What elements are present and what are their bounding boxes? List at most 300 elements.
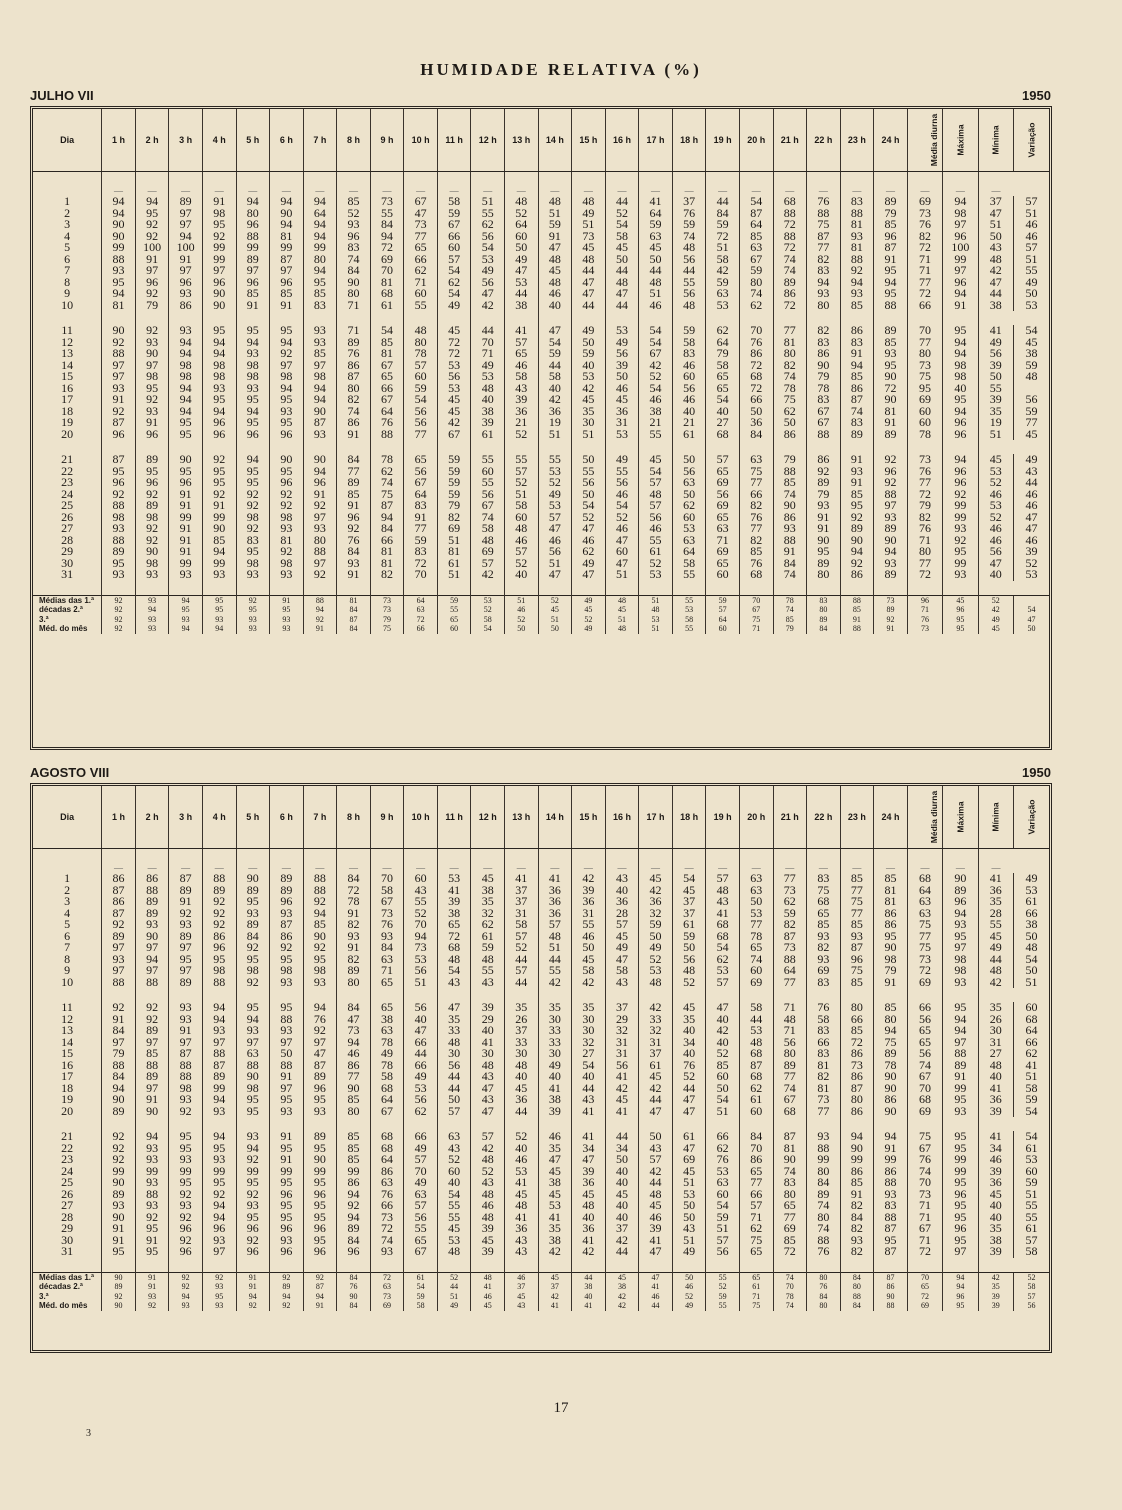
value-cell: 58 <box>739 1002 773 1014</box>
spacer-cell <box>773 849 807 864</box>
value-cell: 97 <box>135 360 169 372</box>
value-cell: 47 <box>404 1025 438 1037</box>
value-cell: 97 <box>236 1037 270 1049</box>
value-cell: 36 <box>505 1223 539 1235</box>
spacer-cell <box>33 581 102 596</box>
value-cell: 75 <box>773 394 807 406</box>
value-cell: 99 <box>202 558 236 570</box>
value-cell: 60 <box>404 288 438 300</box>
spacer-cell <box>270 440 304 454</box>
day-cell: 29 <box>61 1223 74 1235</box>
value-cell: 59 <box>639 219 673 231</box>
value-cell: 84 <box>337 265 371 277</box>
value-cell: 46 <box>605 489 639 501</box>
spacer-cell <box>840 849 874 864</box>
value-cell: 44 <box>572 300 606 312</box>
table-row <box>33 1083 1049 1095</box>
value-cell: 80 <box>773 1048 807 1060</box>
column-header-label: Mínima <box>990 125 1001 155</box>
summary-cell: 75 <box>739 615 773 625</box>
value-cell: 73 <box>773 885 807 897</box>
value-cell: 70 <box>404 919 438 931</box>
value-cell: 56 <box>471 277 505 289</box>
table-row <box>33 454 1049 466</box>
value-cell: 77 <box>739 477 773 489</box>
value-cell: 39 <box>572 1166 606 1178</box>
value-cell: 40 <box>404 1014 438 1026</box>
value-cell: 94 <box>236 337 270 349</box>
spacer-cell <box>739 581 773 596</box>
spacer-cell <box>739 311 773 325</box>
value-cell: 77 <box>739 919 773 931</box>
value-cell: 45 <box>572 954 606 966</box>
value-cell: 53 <box>437 360 471 372</box>
spacer-cell <box>672 1258 706 1273</box>
spacer-cell <box>337 440 371 454</box>
value-cell: 43 <box>471 1177 505 1189</box>
value-cell: 65 <box>706 512 740 524</box>
value-cell: 82 <box>337 394 371 406</box>
value-cell: 96 <box>169 477 203 489</box>
value-cell: 91 <box>840 454 874 466</box>
value-cell: 91 <box>135 1235 169 1247</box>
column-header: 4 h <box>202 109 236 172</box>
day-cell: 10 <box>61 299 74 311</box>
summary-cell: 45 <box>471 1301 505 1311</box>
spacer-cell <box>907 988 942 1002</box>
value-cell: 95 <box>303 1177 337 1189</box>
value-cell: 71 <box>907 265 942 277</box>
value-cell: 90 <box>874 394 908 406</box>
spacer-cell <box>505 440 539 454</box>
value-cell: 54 <box>1013 954 1049 966</box>
value-cell: 75 <box>840 896 874 908</box>
value-cell: 46 <box>1013 489 1049 501</box>
value-cell: 89 <box>337 1223 371 1235</box>
summary-cell: 80 <box>807 1272 841 1282</box>
value-cell: 40 <box>978 1071 1013 1083</box>
value-cell: 82 <box>840 1246 874 1258</box>
day-cell: 9 <box>64 965 71 977</box>
value-cell: 69 <box>907 394 942 406</box>
value-cell: 56 <box>672 466 706 478</box>
value-cell: 93 <box>236 908 270 920</box>
value-cell: 51 <box>672 1177 706 1189</box>
summary-cell: 53 <box>639 615 673 625</box>
value-cell: 95 <box>236 954 270 966</box>
value-cell: 56 <box>907 1048 942 1060</box>
value-cell: 76 <box>303 1014 337 1026</box>
value-cell: 38 <box>1013 919 1049 931</box>
value-cell: 41 <box>538 1083 572 1095</box>
value-cell: 32 <box>605 1025 639 1037</box>
summary-cell: 93 <box>202 1282 236 1292</box>
dash-cell: — <box>807 863 841 873</box>
value-cell: 82 <box>337 954 371 966</box>
value-cell: 90 <box>135 931 169 943</box>
value-cell: 94 <box>874 277 908 289</box>
value-cell: 90 <box>840 1143 874 1155</box>
value-cell: 68 <box>807 896 841 908</box>
value-cell: 38 <box>538 1094 572 1106</box>
value-cell: 44 <box>505 954 539 966</box>
value-cell: 52 <box>538 477 572 489</box>
value-cell: 49 <box>672 1246 706 1258</box>
value-cell: 79 <box>874 208 908 220</box>
summary-cell: 92 <box>102 615 136 625</box>
day-cell: 25 <box>61 500 74 512</box>
decade-gap <box>33 311 1049 325</box>
value-cell: 34 <box>572 1143 606 1155</box>
value-cell: 95 <box>236 1002 270 1014</box>
table-row <box>33 1235 1049 1247</box>
value-cell: 62 <box>739 300 773 312</box>
day-cell: 31 <box>61 1246 74 1258</box>
value-cell: 89 <box>303 1131 337 1143</box>
value-cell: 82 <box>337 919 371 931</box>
value-cell: 47 <box>572 569 606 581</box>
spacer-cell <box>672 440 706 454</box>
column-header: 13 h <box>505 786 539 849</box>
value-cell: 92 <box>135 489 169 501</box>
summary-cell: 41 <box>572 1301 606 1311</box>
value-cell: 46 <box>337 1048 371 1060</box>
value-cell: 74 <box>773 1166 807 1178</box>
spacer-cell <box>404 172 438 187</box>
value-cell: 86 <box>773 288 807 300</box>
value-cell: 66 <box>840 1014 874 1026</box>
summary-cell: 70 <box>739 595 773 605</box>
value-cell: 91 <box>169 489 203 501</box>
value-cell: 94 <box>943 454 978 466</box>
value-cell: 35 <box>538 1143 572 1155</box>
value-cell: 44 <box>505 1106 539 1118</box>
column-header: 11 h <box>437 109 471 172</box>
value-cell: 42 <box>639 1002 673 1014</box>
value-cell: 39 <box>538 1106 572 1118</box>
column-header: 12 h <box>471 109 505 172</box>
value-cell: 74 <box>807 1223 841 1235</box>
value-cell: 92 <box>874 454 908 466</box>
value-cell: 96 <box>303 1246 337 1258</box>
summary-cell: 73 <box>874 595 908 605</box>
value-cell: 53 <box>1013 1154 1049 1166</box>
value-cell: 92 <box>337 523 371 535</box>
value-cell: 77 <box>907 277 942 289</box>
value-cell: 87 <box>739 1060 773 1072</box>
value-cell: 57 <box>471 1131 505 1143</box>
value-cell: 96 <box>874 466 908 478</box>
summary-cell: 96 <box>943 1292 978 1302</box>
value-cell: 92 <box>202 489 236 501</box>
value-cell: 53 <box>605 429 639 441</box>
value-cell: 88 <box>874 300 908 312</box>
summary-cell: 84 <box>807 1292 841 1302</box>
value-cell: 47 <box>672 1143 706 1155</box>
table-row <box>33 489 1049 501</box>
summary-cell: 91 <box>303 1301 337 1311</box>
day-cell: 24 <box>61 488 74 500</box>
summary-cell: 57 <box>706 605 740 615</box>
value-cell: 29 <box>605 1014 639 1026</box>
spacer-cell <box>639 311 673 325</box>
value-cell: 42 <box>572 1246 606 1258</box>
value-cell: 91 <box>169 535 203 547</box>
summary-cell: 52 <box>572 615 606 625</box>
value-cell: 57 <box>538 919 572 931</box>
day-cell: 23 <box>61 1154 74 1166</box>
value-cell: 90 <box>102 325 136 337</box>
value-cell: 97 <box>135 1037 169 1049</box>
day-cell: 31 <box>61 569 74 581</box>
value-cell: 93 <box>169 288 203 300</box>
summary-cell: 65 <box>739 1272 773 1282</box>
value-cell: 39 <box>1013 546 1049 558</box>
column-header: 21 h <box>773 786 807 849</box>
value-cell: 96 <box>943 896 978 908</box>
summary-row <box>33 605 1049 615</box>
summary-cell: 48 <box>639 605 673 615</box>
value-cell: 98 <box>270 965 304 977</box>
day-cell: 11 <box>61 1002 73 1014</box>
value-cell: 63 <box>739 454 773 466</box>
spacer-cell <box>169 1258 203 1273</box>
value-cell: 92 <box>337 1200 371 1212</box>
value-cell: 88 <box>169 1071 203 1083</box>
value-cell: 43 <box>471 1094 505 1106</box>
column-header: 20 h <box>739 109 773 172</box>
value-cell: 93 <box>840 466 874 478</box>
summary-cell: 94 <box>169 624 203 634</box>
day-cell: 2 <box>64 884 71 896</box>
value-cell: 57 <box>1013 196 1049 208</box>
summary-cell: 90 <box>102 1301 136 1311</box>
value-cell: 41 <box>706 908 740 920</box>
value-cell: 45 <box>605 931 639 943</box>
day-cell: 28 <box>61 534 74 546</box>
spacer-cell <box>874 581 908 596</box>
summary-cell: 70 <box>773 1282 807 1292</box>
value-cell: 58 <box>370 1071 404 1083</box>
spacer-cell <box>739 1258 773 1273</box>
value-cell: 96 <box>840 954 874 966</box>
value-cell: 36 <box>538 896 572 908</box>
value-cell: 43 <box>437 1143 471 1155</box>
value-cell: 84 <box>102 1071 136 1083</box>
decade-gap <box>33 1117 1049 1131</box>
spacer-cell <box>605 1258 639 1273</box>
value-cell: 91 <box>807 512 841 524</box>
value-cell: 97 <box>202 1037 236 1049</box>
value-cell: 89 <box>337 965 371 977</box>
value-cell: 96 <box>270 477 304 489</box>
value-cell: 59 <box>1013 406 1049 418</box>
value-cell: 98 <box>169 360 203 372</box>
value-cell: 91 <box>840 1189 874 1201</box>
column-header: 19 h <box>706 786 740 849</box>
summary-cell: 71 <box>739 624 773 634</box>
value-cell: 56 <box>437 371 471 383</box>
value-cell: 63 <box>739 242 773 254</box>
value-cell: 83 <box>236 535 270 547</box>
value-cell: 82 <box>840 1200 874 1212</box>
table-row <box>33 931 1049 943</box>
dash-cell: — <box>404 186 438 196</box>
value-cell: 57 <box>739 1200 773 1212</box>
spacer-cell <box>978 311 1013 325</box>
value-cell: 81 <box>874 896 908 908</box>
value-cell: 55 <box>639 429 673 441</box>
spacer-cell <box>739 172 773 187</box>
value-cell: 66 <box>1013 908 1049 920</box>
value-cell: 92 <box>270 942 304 954</box>
summary-cell: 93 <box>135 1292 169 1302</box>
day-cell: 16 <box>61 382 74 394</box>
summary-cell: 91 <box>874 624 908 634</box>
value-cell: 96 <box>874 231 908 243</box>
value-cell: 47 <box>706 1002 740 1014</box>
summary-cell: 52 <box>672 1292 706 1302</box>
value-cell: 46 <box>505 360 539 372</box>
value-cell: 93 <box>807 954 841 966</box>
value-cell: 93 <box>102 954 136 966</box>
value-cell: 46 <box>605 383 639 395</box>
value-cell: 67 <box>807 417 841 429</box>
value-cell: 92 <box>169 1212 203 1224</box>
value-cell: 45 <box>1013 429 1049 441</box>
summary-cell: 53 <box>672 605 706 615</box>
day-cell: 13 <box>61 1025 74 1037</box>
value-cell: 94 <box>840 360 874 372</box>
value-cell: 61 <box>471 931 505 943</box>
value-cell: 61 <box>1013 896 1049 908</box>
value-cell: 47 <box>538 523 572 535</box>
table-row <box>33 1143 1049 1155</box>
summary-cell: 67 <box>739 605 773 615</box>
value-cell: 54 <box>538 337 572 349</box>
value-cell: 93 <box>840 1235 874 1247</box>
value-cell: 41 <box>437 885 471 897</box>
value-cell: 69 <box>672 1154 706 1166</box>
summary-cell: 94 <box>169 1292 203 1302</box>
value-cell: 42 <box>706 265 740 277</box>
value-cell: 78 <box>337 896 371 908</box>
dash-cell: — <box>807 186 841 196</box>
value-cell: 59 <box>672 325 706 337</box>
value-cell: 33 <box>505 1037 539 1049</box>
dash-cell: — <box>538 863 572 873</box>
value-cell: 85 <box>337 196 371 208</box>
value-cell: 51 <box>572 429 606 441</box>
dash-cell: — <box>907 863 942 873</box>
day-cell: 20 <box>61 1105 74 1117</box>
value-cell: 35 <box>978 1002 1013 1014</box>
value-cell: 67 <box>370 896 404 908</box>
spacer-cell <box>102 440 136 454</box>
summary-cell: 46 <box>505 1272 539 1282</box>
value-cell: 42 <box>639 360 673 372</box>
spacer-cell <box>978 581 1013 596</box>
value-cell: 97 <box>102 965 136 977</box>
spacer-cell <box>773 1117 807 1131</box>
value-cell: 50 <box>505 242 539 254</box>
spacer-cell <box>807 1117 841 1131</box>
value-cell: 80 <box>236 208 270 220</box>
value-cell: 65 <box>404 242 438 254</box>
spacer-cell <box>404 581 438 596</box>
value-cell: 96 <box>270 1189 304 1201</box>
summary-cell: 76 <box>807 1282 841 1292</box>
summary-cell <box>1013 595 1049 605</box>
value-cell: 54 <box>706 1094 740 1106</box>
spacer-cell <box>538 988 572 1002</box>
value-cell: 44 <box>978 288 1013 300</box>
value-cell: 93 <box>943 1106 978 1118</box>
spacer-cell <box>404 311 438 325</box>
spacer-cell <box>572 440 606 454</box>
value-cell: 90 <box>874 371 908 383</box>
value-cell: 99 <box>236 1166 270 1178</box>
value-cell: 94 <box>202 1002 236 1014</box>
value-cell: 85 <box>337 489 371 501</box>
value-cell: 90 <box>807 535 841 547</box>
spacer-cell <box>370 1258 404 1273</box>
value-cell: 72 <box>404 558 438 570</box>
value-cell: 48 <box>639 489 673 501</box>
value-cell: 86 <box>773 429 807 441</box>
value-cell: 92 <box>135 219 169 231</box>
value-cell: 91 <box>538 231 572 243</box>
value-cell: 43 <box>639 1143 673 1155</box>
value-cell: 54 <box>639 383 673 395</box>
value-cell: 71 <box>337 325 371 337</box>
day-cell: 26 <box>61 511 74 523</box>
value-cell: 19 <box>978 417 1013 429</box>
summary-label: 3.ª <box>39 614 49 624</box>
summary-cell: 49 <box>572 624 606 634</box>
value-cell: 36 <box>538 885 572 897</box>
value-cell: 41 <box>572 1106 606 1118</box>
value-cell: 28 <box>978 908 1013 920</box>
spacer-cell <box>840 172 874 187</box>
spacer-cell <box>605 849 639 864</box>
value-cell: 94 <box>202 348 236 360</box>
spacer-cell <box>978 1117 1013 1131</box>
value-cell: 99 <box>874 1154 908 1166</box>
value-cell: 42 <box>437 417 471 429</box>
value-cell: 57 <box>706 454 740 466</box>
table-row <box>33 908 1049 920</box>
summary-cell: 53 <box>471 595 505 605</box>
value-cell: 41 <box>505 1212 539 1224</box>
value-cell: 39 <box>978 360 1013 372</box>
value-cell: 48 <box>773 1014 807 1026</box>
value-cell: 46 <box>639 394 673 406</box>
table-row <box>33 885 1049 897</box>
value-cell: 31 <box>605 417 639 429</box>
value-cell: 78 <box>370 454 404 466</box>
value-cell: 52 <box>337 208 371 220</box>
summary-cell: 50 <box>538 624 572 634</box>
value-cell: 92 <box>943 489 978 501</box>
summary-cell: 64 <box>706 615 740 625</box>
value-cell: 72 <box>907 288 942 300</box>
summary-cell: 73 <box>907 624 942 634</box>
value-cell: 98 <box>135 512 169 524</box>
spacer-cell <box>236 172 270 187</box>
value-cell: 50 <box>639 1131 673 1143</box>
value-cell: 66 <box>739 489 773 501</box>
